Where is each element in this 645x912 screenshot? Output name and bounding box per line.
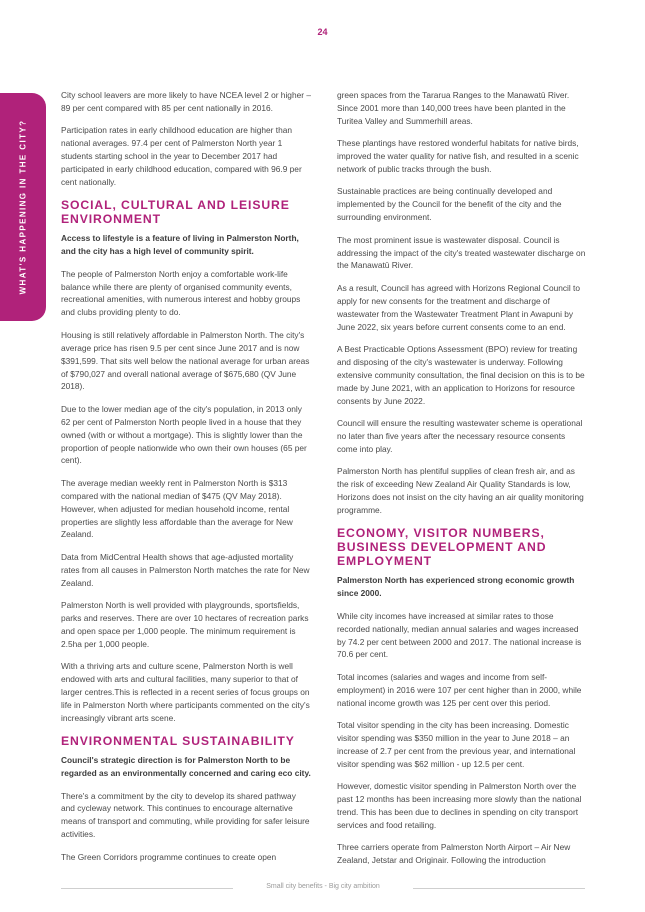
paragraph: The people of Palmerston North enjoy a comfortable work-life balance while there are plenty of organised community events, recreational amenities, with numerous interest and hobby groups and clubs providing plenty to do. — [61, 268, 301, 318]
section-lead-economy: Palmerston North has experienced strong economic growth since 2000. — [337, 575, 575, 599]
paragraph: With a thriving arts and culture scene, Palmerston North is well endowed with arts and cultural facilities, many superior to that of larger centres.This is reflected in a recent series of focus groups on life in Palmerston North where participants commented on the city's increasingly vibrant arts scene. — [61, 661, 310, 723]
section-heading-social: SOCIAL, CULTURAL AND LEISURE ENVIRONMENT — [61, 198, 290, 227]
paragraph: While city incomes have increased at similar rates to those recorded nationally, median annual salaries and wages increased by 74.2 per cent between 2000 and 2017. The national increase is 70.6 per cent. — [337, 610, 582, 660]
paragraph: Total visitor spending in the city has been increasing. Domestic visitor spending was $350 million in the year to June 2018 – an increase of 2.7 per cent from the previous year, and international visitor spending was $62 million - up 12.5 per cent. — [337, 720, 576, 769]
paragraph: Sustainable practices are being continually developed and implemented by the Council for the benefit of the city and the surrounding environment. — [337, 186, 562, 223]
paragraph: These plantings have restored wonderful habitats for native birds, improved the water quality for native fish, and resulted in a scenic network of public tracks through the bush. — [337, 138, 579, 175]
section-lead-social: Access to lifestyle is a feature of living in Palmerston North, and the city has a high level of community spirit. — [61, 233, 299, 257]
paragraph: Due to the lower median age of the city's population, in 2013 only 62 per cent of Palmerston North people lived in a house that they owned (with or without a mortgage). This is slightly lower than the proportion of people nationwide who own their own houses (65 per cent). — [61, 403, 307, 466]
footer-tagline: Small city benefits - Big city ambition — [266, 883, 380, 890]
paragraph: The Green Corridors programme continues to create open — [61, 851, 277, 862]
paragraph: As a result, Council has agreed with Horizons Regional Council to apply for new consents for the treatment and discharge of wastewater from the Wastewater Treatment Plant in Awapuni by June 2022, six years before current consents come to an end. — [337, 282, 581, 332]
section-heading-environment: ENVIRONMENTAL SUSTAINABILITY — [61, 734, 295, 749]
section-heading-economy: ECONOMY, VISITOR NUMBERS, BUSINESS DEVELOPMENT AND EMPLOYMENT — [337, 526, 547, 569]
paragraph: Total incomes (salaries and wages and income from self-employment) in 2016 were 107 per cent higher than in 2000, while national income growth was 125 per cent over this period. — [337, 671, 582, 708]
right-column — [337, 89, 587, 877]
paragraph: Housing is still relatively affordable in Palmerston North. The city's average price has risen 9.5 per cent since June 2017 and is now $391,599. That sits well below the national average for urban areas of $790,027 and overall national average of $675,680 (QV June 2018). — [61, 329, 310, 392]
paragraph: Three carriers operate from Palmerston North Airport – Air New Zealand, Jetstar and Originair. Following the introduction — [337, 842, 571, 866]
paragraph: The most prominent issue is wastewater disposal. Council is addressing the impact of the city's treated wastewater discharge on the Manawatū River. — [337, 234, 586, 271]
paragraph: There's a commitment by the city to develop its shared pathway and cycleway network. This continues to encourage alternative means of transport and commuting, while providing for safer leisure activities. — [61, 790, 310, 840]
section-side-tab-label: WHAT'S HAPPENING IN THE CITY? — [18, 119, 28, 295]
paragraph: Palmerston North is well provided with playgrounds, sportsfields, parks and reserves. There are over 10 hectares of recreation parks and open space per 1,000 people. The minimum requirement is 2.5ha per 1,000 people. — [61, 600, 309, 649]
section-lead-environment: Council's strategic direction is for Palmerston North to be regarded as an environmentally concerned and caring eco city. — [61, 755, 311, 779]
paragraph: green spaces from the Tararua Ranges to the Manawatū River. Since 2001 more than 140,000 trees have been planted in the Turitea Valley and Summerhill areas. — [337, 90, 570, 126]
left-column — [61, 89, 311, 873]
footer-divider-left — [61, 888, 233, 889]
paragraph: Participation rates in early childhood education are higher than national averages. 97.4 per cent of Palmerston North year 1 students starting school in the year to December 2017 had participated in early childhood education, compared with 96.9 per cent nationally. — [61, 125, 302, 187]
paragraph: Data from MidCentral Health shows that age-adjusted mortality rates from all causes in Palmerston North matches the rate for New Zealand. — [61, 551, 310, 588]
paragraph: Palmerston North has plentiful supplies of clean fresh air, and as the risk of exceeding New Zealand Air Quality Standards is low, Horizons does not insist on the city having an air quality monitoring programme. — [337, 466, 584, 515]
paragraph: Council will ensure the resulting wastewater scheme is operational no later than five years after the necessary resource consents come into play. — [337, 418, 583, 454]
paragraph: However, domestic visitor spending in Palmerston North over the past 12 months has been increasing more slowly than the national trend. This has been due to declines in spending on city transport services and food retailing. — [337, 781, 582, 830]
footer-divider-right — [413, 888, 585, 889]
paragraph: A Best Practicable Options Assessment (BPO) review for treating and disposing of the city's wastewater is underway. Following extensive community consultation, the final decision on this is to be made by June 2021, with an application to Horizons for resource consents by June 2022. — [337, 344, 585, 406]
paragraph: City school leavers are more likely to have NCEA level 2 or higher – 89 per cent compared with 85 per cent nationally in 2016. — [61, 90, 311, 113]
paragraph: The average median weekly rent in Palmerston North is $313 compared with the national median of $475 (QV May 2018). However, when adjusted for median household income, rental properties are slightly less affordable than the average for New Zealand. — [61, 477, 293, 540]
page-number: 24 — [317, 27, 328, 37]
